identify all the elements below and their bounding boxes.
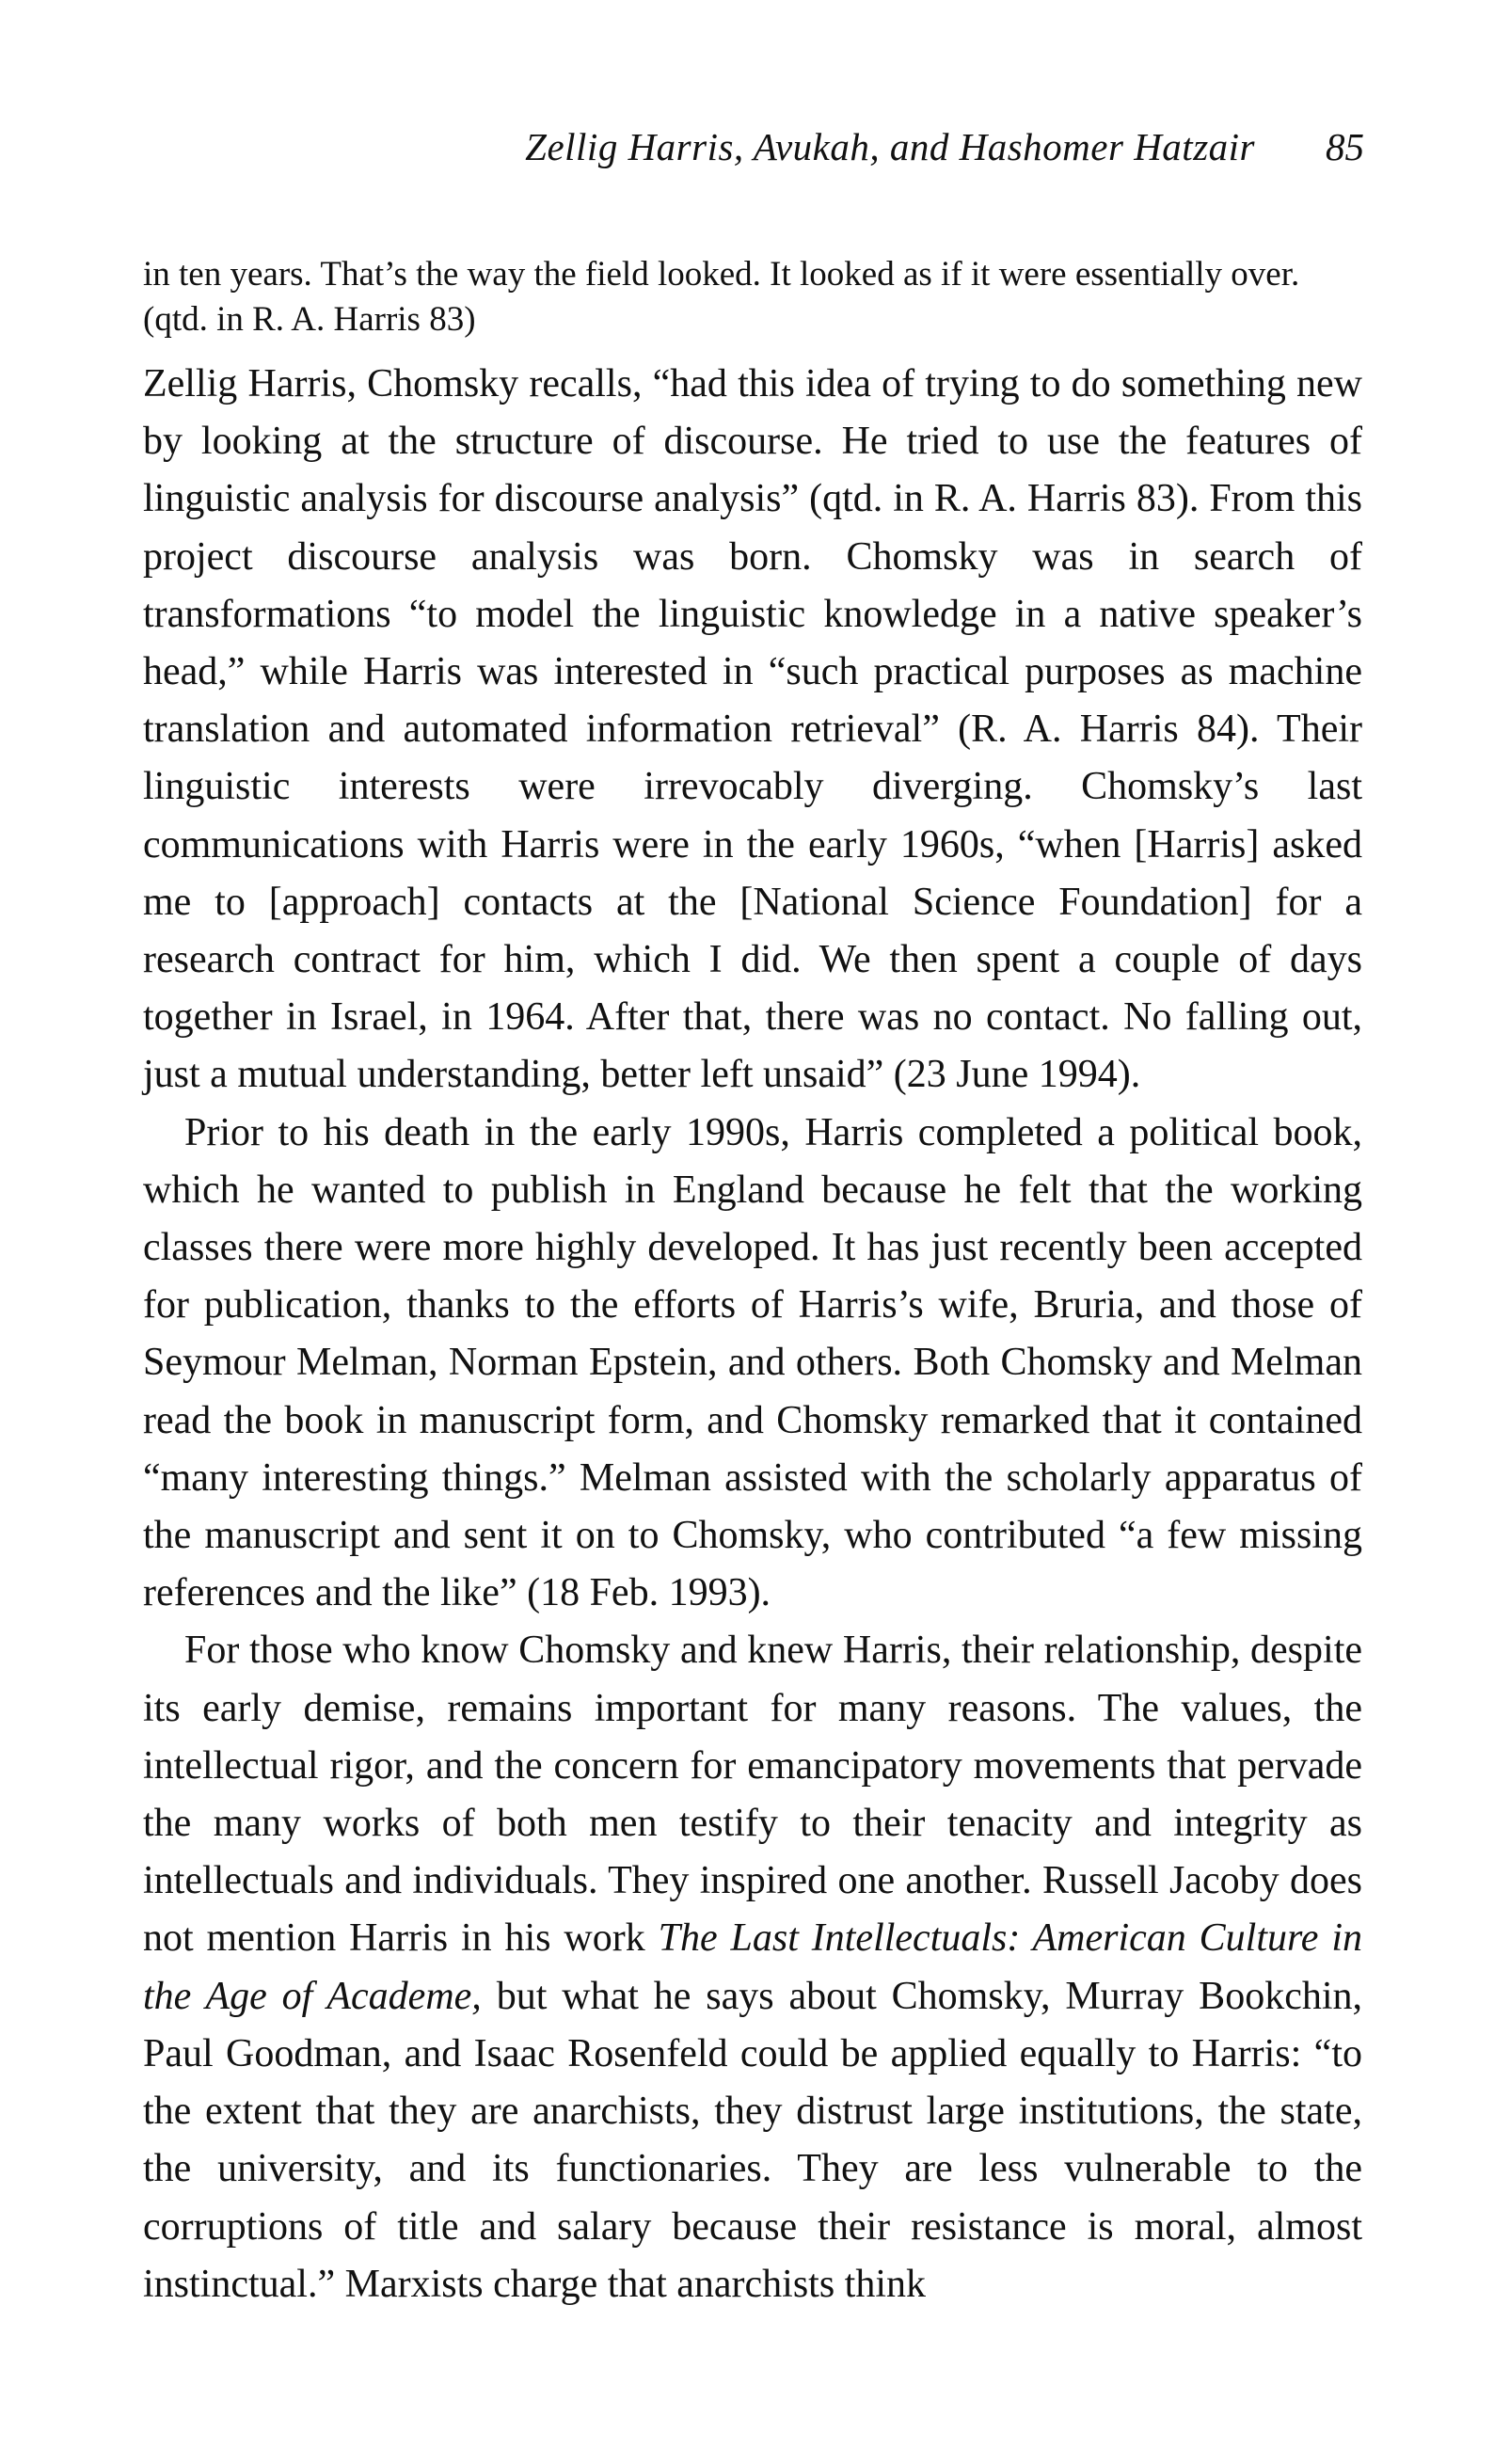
block-quote-citation: (qtd. in R. A. Harris 83) xyxy=(143,300,476,339)
body-text xyxy=(143,252,1362,2313)
paragraph-text: For those who know Chomsky and knew Harris, their relationship, despite its early demise, remains important for many reasons. The values, the intellectual rigor, and the concern for emancipatory movements that pervade the many works of both men testify to their tenacity and integrity as intellectuals and individuals. They inspired one another. Russell Jacoby does not mention Harris in his work xyxy=(143,1629,1362,1961)
paragraph-text: but what he says about Chomsky, Murray Bookchin, Paul Goodman, and Isaac Rosenfeld could be applied equally to Harris: “to the extent that they are anarchists, they distrust large institutions, the state, the university, and its functionaries. They are less vulnerable to the corruptions of title and salary because their resistance is moral, almost instinctual.” Marxists charge that anarchists think xyxy=(143,1974,1363,2306)
paragraph-relationship xyxy=(143,1622,1362,2313)
running-head xyxy=(141,124,1364,181)
paragraph-political-book: Prior to his death in the early 1990s, Harris completed a political book, which he wanted to publish in England because he felt that the working classes there were more highly developed. It has just recently been accepted for publication, thanks to the efforts of Harris’s wife, Bruria, and those of Seymour Melman, Norman Epstein, and others. Both Chomsky and Melman read the book in manuscript form, and Chomsky remarked that it contained “many interesting things.” Melman assisted with the scholarly apparatus of the manuscript and sent it on to Chomsky, who contributed “a few missing references and the like” (18 Feb. 1993). xyxy=(143,1110,1362,1615)
block-quote-tail xyxy=(143,252,1362,342)
book-title: The Last Intellectuals: American Culture in the Age of Academe, xyxy=(143,1916,1363,2018)
paragraph-chomsky-recalls: Zellig Harris, Chomsky recalls, “had this idea of trying to do something new by looking at the structure of discourse. He tried to use the features of linguistic analysis for discourse analysis” (qtd. in R. A. Harris 83). From this project discourse analysis was born. Chomsky was in search of transformations “to model the linguistic knowledge in a native speaker’s head,” while Harris was interested in “such practical purposes as machine translation and automated information retrieval” (R. A. Harris 84). Their linguistic interests were irrevocably diverging. Chomsky’s last communications with Harris were in the early 1960s, “when [Harris] asked me to [approach] contacts at the [National Science Foundation] for a research contract for him, which I did. We then spent a couple of days together in Israel, in 1964. After that, there was no contact. No falling out, just a mutual understanding, better left unsaid” (23 June 1994). xyxy=(143,362,1362,1097)
block-quote-line: in ten years. That’s the way the field looked. It looked as if it were essentially over. xyxy=(143,255,1300,294)
running-title: Zellig Harris, Avukah, and Hashomer Hatzair xyxy=(525,125,1255,168)
page-number: 85 xyxy=(1326,125,1364,168)
